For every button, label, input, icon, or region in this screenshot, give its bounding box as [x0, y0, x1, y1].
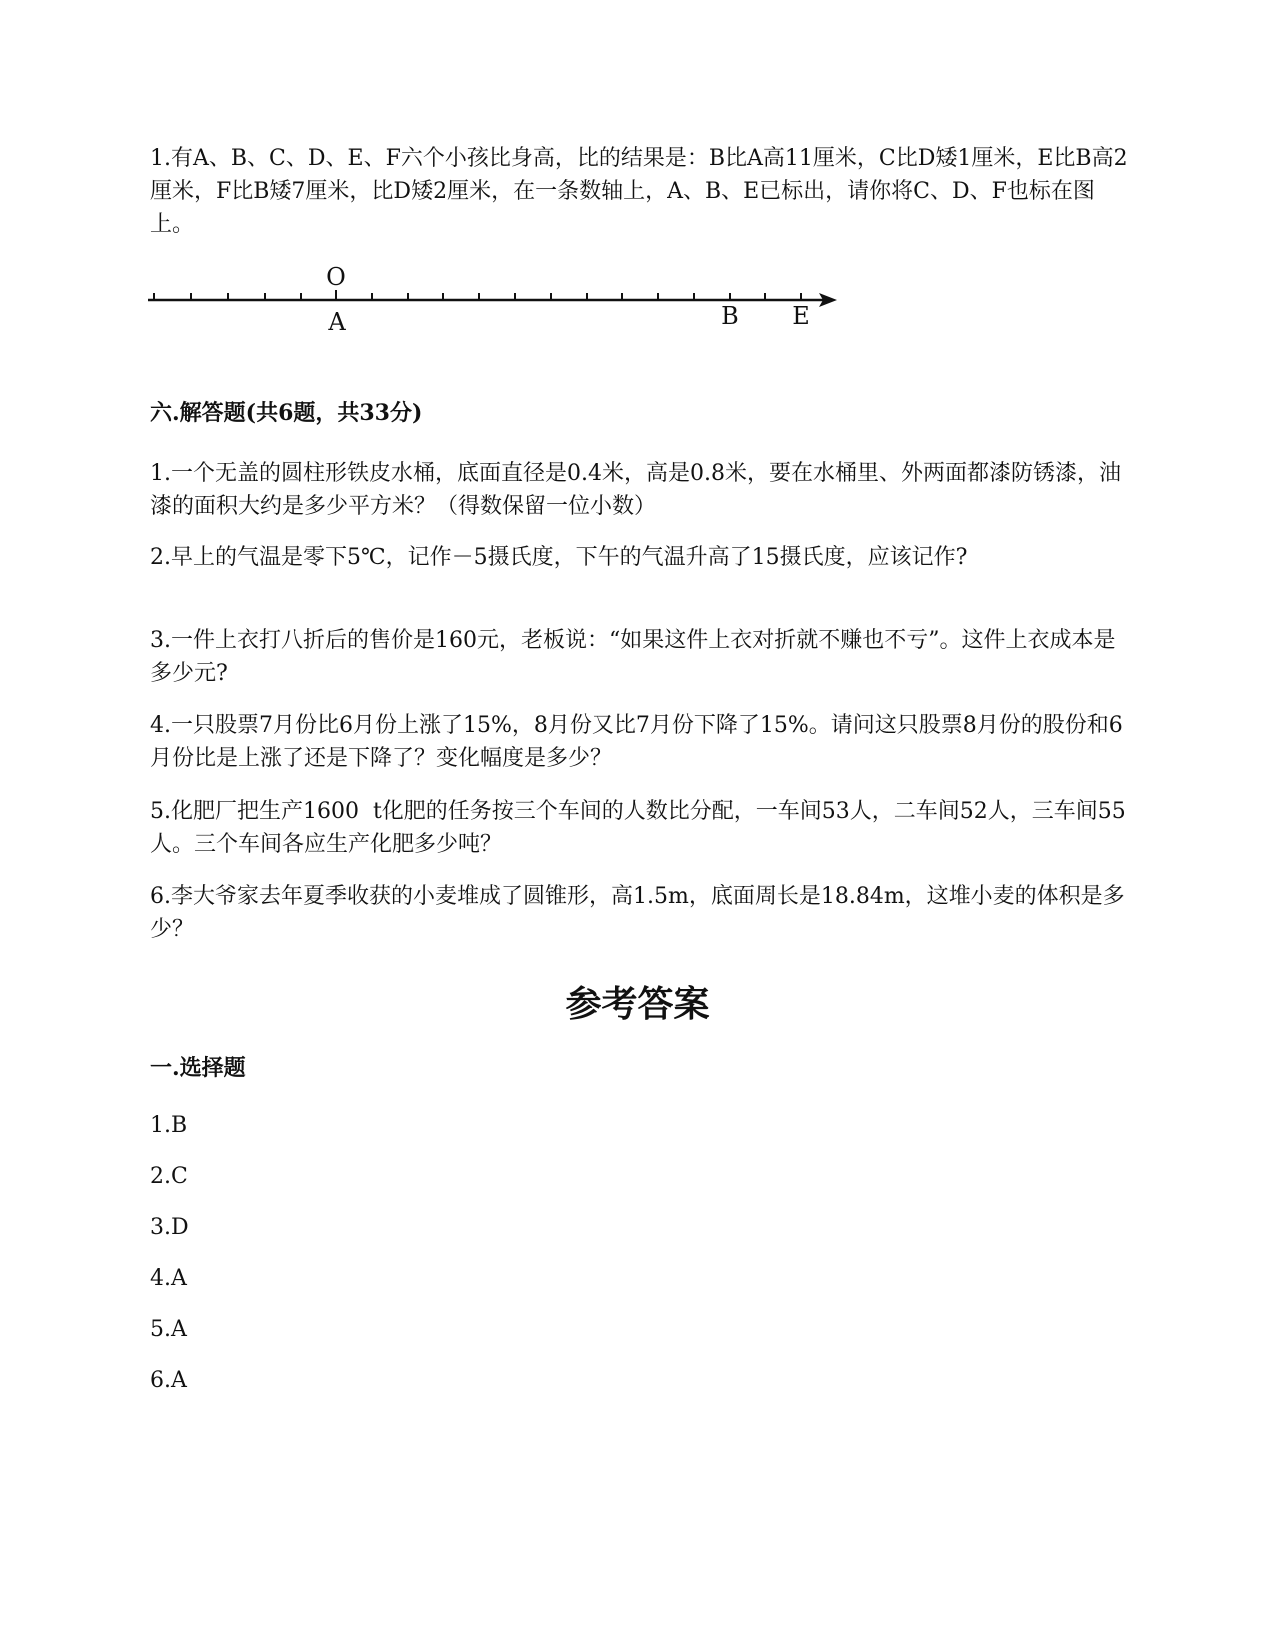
- problem-5: 5.化肥厂把生产1600 t化肥的任务按三个车间的人数比分配，一车间53人，二车间52人，三车间55人。三个车间各应生产化肥多少吨？: [150, 799, 1126, 857]
- problem-4: 4.一只股票7月份比6月份上涨了15%，8月份又比7月份下降了15%。请问这只股票8月份的股份和6月份比是上涨了还是下降了？变化幅度是多少？: [150, 713, 1123, 771]
- problem-6: 6.李大爷家去年夏季收获的小麦堆成了圆锥形，高1.5m，底面周长是18.84m，这堆小麦的体积是多少？: [150, 884, 1125, 942]
- answer-item: 3.D: [150, 1215, 189, 1240]
- point-label-A: A: [328, 308, 346, 336]
- answer-item: 5.A: [150, 1317, 187, 1342]
- answer-item: 6.A: [150, 1368, 187, 1393]
- answer-item: 2.C: [150, 1164, 188, 1189]
- question-number-line-text: 1.有A、B、C、D、E、F六个小孩比身高，比的结果是：B比A高11厘米，C比D矮1厘米，E比B高2厘米，F比B矮7厘米，比D矮2厘米，在一条数轴上，A、B、E已标出，请你将C、D、F也标在图上。: [150, 146, 1128, 237]
- answer-item: 4.A: [150, 1266, 187, 1291]
- point-label-E: E: [792, 302, 810, 330]
- number-line-ticks: [154, 290, 801, 300]
- problem-2: 2.早上的气温是零下5℃，记作－5摄氏度，下午的气温升高了15摄氏度，应该记作?: [150, 545, 968, 570]
- answer-item: 1.B: [150, 1113, 188, 1138]
- answer-section1-heading: 一.选择题: [150, 1055, 246, 1081]
- answer-key-title: 参考答案: [565, 983, 710, 1025]
- problem-3: 3.一件上衣打八折后的售价是160元，老板说：“如果这件上衣对折就不赚也不亏”。这件上衣成本是多少元?: [150, 628, 1116, 686]
- number-line-figure: [140, 258, 860, 338]
- origin-label-O: O: [326, 263, 346, 291]
- point-label-B: B: [721, 302, 739, 330]
- section6-heading: 六.解答题(共6题，共33分): [150, 400, 423, 426]
- problem-1: 1.一个无盖的圆柱形铁皮水桶，底面直径是0.4米，高是0.8米，要在水桶里、外两面都漆防锈漆，油漆的面积大约是多少平方米？（得数保留一位小数）: [150, 461, 1121, 519]
